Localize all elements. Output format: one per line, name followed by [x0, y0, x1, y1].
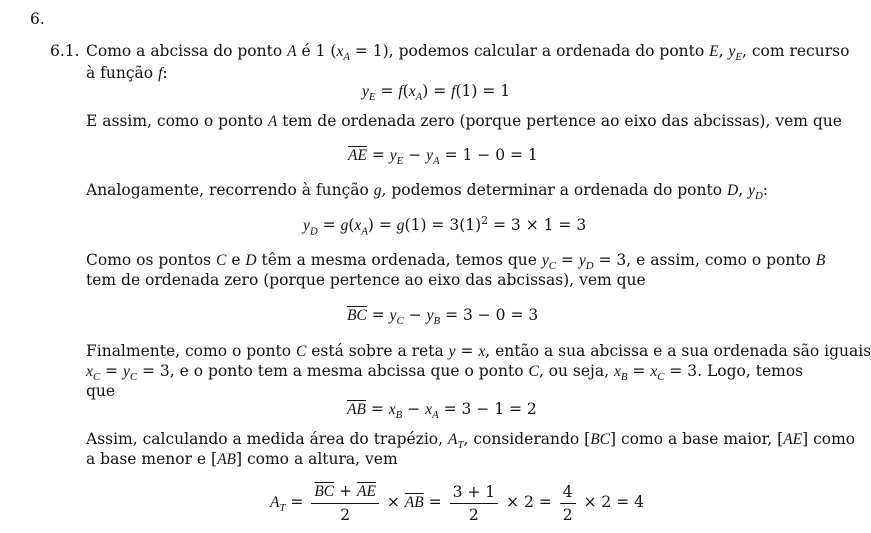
section-number: 6. [30, 10, 45, 28]
paragraph-1-line-1: Como a abcissa do ponto A é 1 $(x_A = 1)$, podemos calcular a ordenada do ponto E, $y_E$, com recurso [86, 42, 850, 64]
equation-3: $y_D = g(x_A) = g(1) = 3(1)^2 = 3 \times 1 = 3$ [303, 214, 587, 238]
paragraph-5-line-1: Finalmente, como o ponto C está sobre a reta y = x, então a sua abcissa e a sua ordenada são iguais [86, 342, 871, 360]
equation-2: $\overline{AE} = y_E - y_A = 1 - 0 = 1$ [348, 146, 538, 168]
equation-5: $\overline{AB} = x_B - x_A = 3 - 1 = 2$ [347, 400, 537, 422]
equation-4: $\overline{BC} = y_C - y_B = 3 - 0 = 3$ [347, 306, 539, 328]
equation-1: $y_E = f(x_A) = f(1) = 1$ [362, 82, 511, 104]
paragraph-6-line-1: Assim, calculando a medida área do trapézio, $A_T$, considerando [BC] como a base maior, [AE] como [86, 430, 856, 452]
paragraph-6-line-2: a base menor e [AB] como a altura, vem [86, 450, 398, 468]
subsection-number: 6.1. [50, 42, 80, 60]
paragraph-2: E assim, como o ponto A tem de ordenada zero (porque pertence ao eixo das abcissas), vem que [86, 112, 842, 130]
paragraph-5-line-3: que [86, 382, 116, 400]
equation-6: $A_T$ = $\frac{\overline{BC} + \overline{AE}}{2}$ × $\overline{AB}$ = $\frac{3 + 1}{2}$ × 2 = $\frac{4}{2}$ × 2 = 4 [270, 482, 644, 524]
paragraph-5-line-2: $x_C = y_C = 3$, e o ponto tem a mesma abcissa que o ponto C, ou seja, $x_B = x_C = 3$. Logo, temos [86, 362, 804, 384]
paragraph-4-line-1: Como os pontos C e D têm a mesma ordenada, temos que $y_C = y_D = 3$, e assim, como o ponto B [86, 251, 826, 273]
paragraph-3: Analogamente, recorrendo à função g, podemos determinar a ordenada do ponto D, $y_D$: [86, 181, 769, 203]
paragraph-1-line-2: à função f: [86, 64, 168, 82]
paragraph-4-line-2: tem de ordenada zero (porque pertence ao eixo das abcissas), vem que [86, 271, 646, 289]
